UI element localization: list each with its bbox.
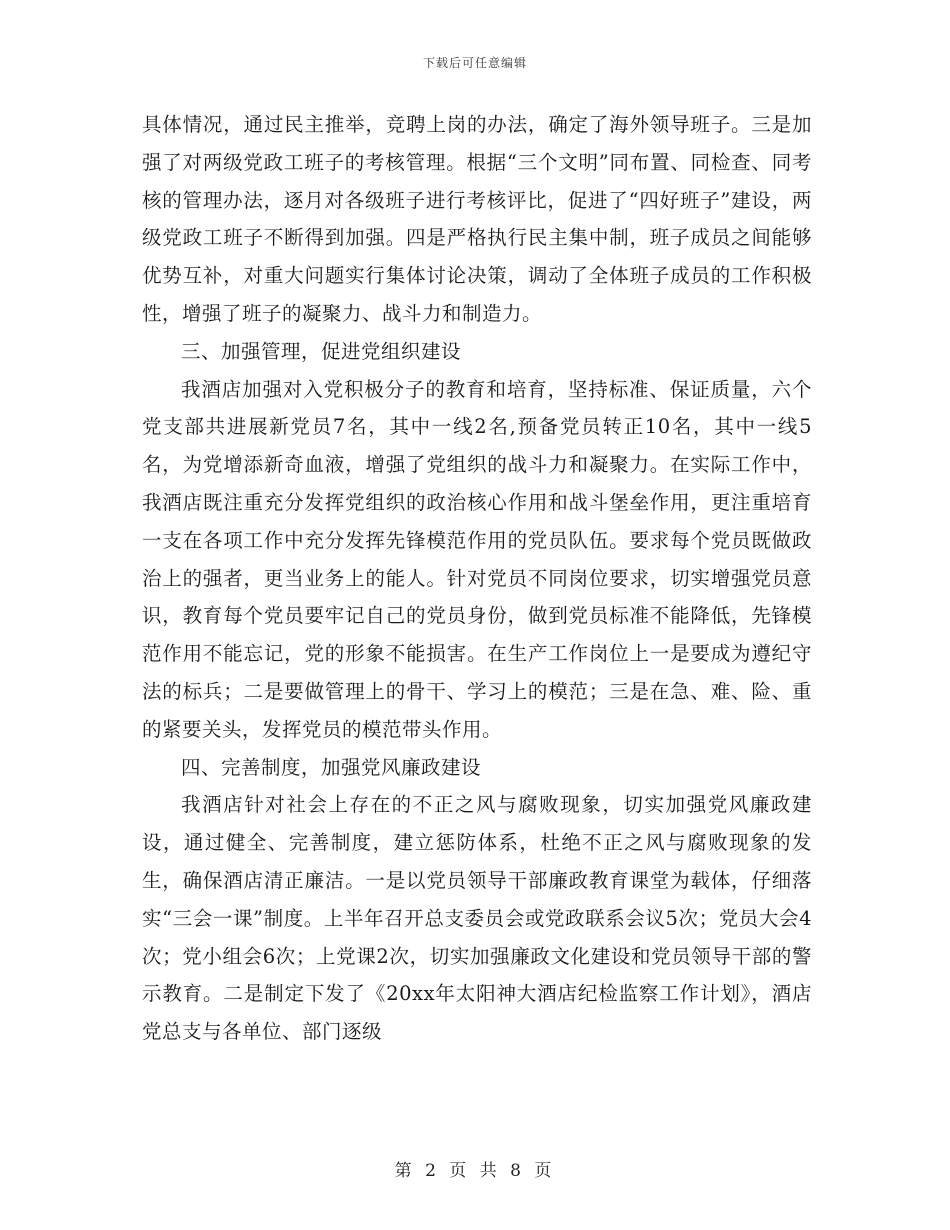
page-header: 下载后可任意编辑 (422, 56, 527, 70)
paragraph-1: 具体情况，通过民主推举，竞聘上岗的办法，确定了海外领导班子。三是加强了对两级党政工班子的考核管理。根据“三个文明”同布置、同检查、同考核的管理办法，逐月对各级班子进行考核评比，促进了“四好班子”建设，两级党政工班子不断得到加强。四是严格执行民主集中制，班子成员之间能够优势互补，对重大问题实行集体讨论决策，调动了全体班子成员的工作积极性，增强了班子的凝聚力、战斗力和制造力。 (142, 113, 812, 325)
paragraph-3: 我酒店针对社会上存在的不正之风与腐败现象，切实加强党风廉政建设，通过健全、完善制度，建立惩防体系，杜绝不正之风与腐败现象的发生，确保酒店清正廉洁。一是以党员领导干部廉政教育课堂为载体，仔细落实“三会一课”制度。上半年召开总支委员会或党政联系会议5次；党员大会4次；党小组会6次；上党课2次，切实加强廉政文化建设和党员领导干部的警示教育。二是制定下发了《20xx年太阳神大酒店纪检监察工作计划》，酒店党总支与各单位、部门逐级 (142, 793, 812, 1044)
section-heading-3: 三、加强管理，促进党组织建设 (181, 339, 462, 363)
document-body (142, 106, 812, 1051)
section-heading-4: 四、完善制度，加强党风廉政建设 (181, 755, 482, 779)
page-number-footer: 第 2 页 共 8 页 (394, 1161, 556, 1181)
paragraph-2: 我酒店加强对入党积极分子的教育和培育，坚持标准、保证质量，六个党支部共进展新党员7名，其中一线2名,预备党员转正10名，其中一线5名，为党增添新奇血液，增强了党组织的战斗力和凝聚力。在实际工作中，我酒店既注重充分发挥党组织的政治核心作用和战斗堡垒作用，更注重培育一支在各项工作中充分发挥先锋模范作用的党员队伍。要求每个党员既做政治上的强者，更当业务上的能人。针对党员不同岗位要求，切实增强党员意识，教育每个党员要牢记自己的党员身份，做到党员标准不能降低，先锋模范作用不能忘记，党的形象不能损害。在生产工作岗位上一是要成为遵纪守法的标兵；二是要做管理上的骨干、学习上的模范；三是在急、难、险、重的紧要关头，发挥党员的模范带头作用。 (142, 377, 812, 741)
